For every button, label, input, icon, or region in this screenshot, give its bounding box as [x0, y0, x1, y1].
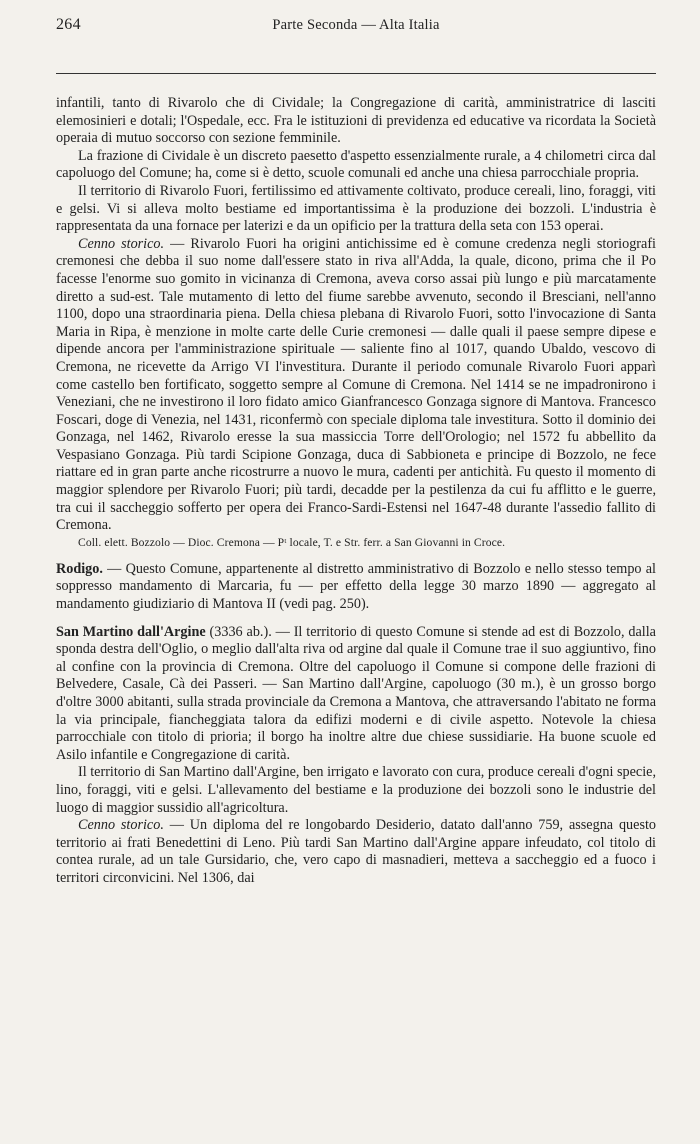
paragraph-territory-san-martino: Il territorio di San Martino dall'Argine, ben irrigato e lavorato con cura, produce cereali d'ogni specie, lino, foraggi, viti e gelsi. L'allevamento del bestiame e la produzione dei bozzoli sono le industrie del luogo di maggior sussidio all'agricoltura. — [56, 764, 656, 816]
entry-title-san-martino: San Martino dall'Argine — [56, 623, 206, 640]
history-text-2: — Un diploma del re longobardo Desiderio, datato dall'anno 759, assegna questo territorio ai frati Benedettini di Leno. Più tardi San Martino dall'Argine appare infeudato, col titolo di contea rurale, ad un tale Gursidario, che, vero capo di masnadieri, metteva a saccheggio ed a fuoco i territori circonvicini. Nel 1306, dai — [56, 817, 656, 886]
entry-san-martino — [56, 624, 656, 765]
paragraph-continuation: infantili, tanto di Rivarolo che di Cividale; la Congregazione di carità, amministratrice di lasciti elemosinieri e dotali; l'Ospedale, ecc. Fra le istituzioni di previdenza ed educative va ricordata la Società operaia di mutuo soccorso con sezione femminile. — [56, 95, 656, 147]
entry-title-rodigo: Rodigo. — [56, 560, 103, 577]
page-header — [56, 16, 656, 40]
electoral-note: Coll. elett. Bozzolo — Dioc. Cremona — Pᵗ locale, T. e Str. ferr. a San Giovanni in Croce. — [78, 535, 506, 549]
paragraph-territory-rivarolo: Il territorio di Rivarolo Fuori, fertilissimo ed attivamente coltivato, produce cereali, lino, foraggi, viti e gelsi. Vi si alleva molto bestiame ed importantissima è la produzione dei bozzoli. L'industria è rappresentata da una fornace per laterizi e da un opificio per la trattura della seta con 153 operai. — [56, 182, 656, 235]
paragraph-cividale: La frazione di Cividale è un discreto paesetto d'aspetto essenzialmente rurale, a 4 chilometri circa dal capoluogo del Comune; ha, come si è detto, scuole comunali ed anche una chiesa parrocchiale propria. — [56, 147, 656, 182]
entry-text-san-martino: (3336 ab.). — Il territorio di questo Comune si stende ad est di Bozzolo, dalla sponda destra dell'Oglio, o meglio dall'alta riva od argine dal quale il Comune trae il suo aggiuntivo, fino al confine con la provincia di Cremona. Oltre del capoluogo il Comune si compone delle frazioni di Belvedere, Casale, Cà dei Passeri. — San Martino dall'Argine, capoluogo (30 m.), è un grosso borgo d'oltre 3000 abitanti, sulla strada provinciale da Cremona a Mantova, che attraversando l'abitato ne forma la via principale, fiancheggiata talora da edifizi moderni e di civile aspetto. Notevole la chiesa parrocchiale con titolo di prioria; il borgo ha inoltre altre due chiese sussidiarie. Ha buone scuole ed Asilo infantile e Congregazione di carità. — [56, 623, 656, 763]
entry-rodigo — [56, 561, 656, 614]
paragraph-history-san-martino — [56, 817, 656, 887]
history-text: — Rivarolo Fuori ha origini antichissime ed è comune credenza negli storiografi cremonesi che debba il suo nome dall'essere stato in riva all'Adda, la quale, dicono, prima che il Po facesse l'enorme suo gomito in vicinanza di Cremona, aveva corso assai più lungo e più marcatamente diretto a sud-est. Tale mutamento di letto del fiume sarebbe avvenuto, secondo il Bresciani, nell'anno 1100, dopo una straordinaria piena. Della chiesa plebana di Rivarolo Fuori, sotto l'invocazione di Santa Maria in Ripa, è menzione in molte carte delle Curie cremonesi — dalle quali il paese sempre dipese e dipende ancora per l'amministrazione spirituale — saliente fino al 1017, quando Ubaldo, vescovo di Cremona, ne ricevette da Arrigo VI l'investitura. Durante il periodo comunale Rivarolo Fuori apparì come castello ben fortificato, soggetto sempre al Comune di Cremona. Nel 1414 se ne impadronirono i Veneziani, che ne investirono il loro fidato amico Gianfrancesco Gonzaga signore di Mantova. Francesco Foscari, doge di Venezia, nel 1431, riconfermò con speciale diploma tale investitura. Sotto il dominio dei Gonzaga, nel 1462, Rivarolo eresse la sua massiccia Torre dell'Orologio; nel 1572 fu abbellito da Vespasiano Gonzaga. Più tardi Scipione Gonzaga, duca di Sabbioneta e principe di Bozzolo, ne fece riattare ed in gran parte anche ricostrurre a nuovo le mura, cadenti per antichità. Fu questo il momento di maggior splendore per Rivarolo Fuori; più tardi, decadde per la pestilenza da cui fu afflitto e le guerre, tra cui il saccheggio sofferto per opera dei Franco-Sardi-Estensi nel 1647-48 durante l'assedio fallito di Cremona. — [56, 235, 656, 534]
page-body — [56, 95, 656, 888]
header-rule — [56, 73, 656, 74]
page-number: 264 — [56, 16, 81, 33]
entry-text-rodigo: — Questo Comune, appartenente al distretto amministrativo di Bozzolo e nello stesso tempo al soppresso mandamento di Marcaria, fu — per effetto della legge 30 marzo 1890 — aggregato al mandamento giudiziario di Mantova II (vedi pag. 250). — [56, 560, 656, 613]
history-label-2: Cenno storico. — [78, 817, 164, 834]
running-head: Parte Seconda — Alta Italia — [272, 17, 440, 33]
paragraph-history-rivarolo — [56, 236, 656, 535]
history-label: Cenno storico. — [78, 235, 165, 252]
